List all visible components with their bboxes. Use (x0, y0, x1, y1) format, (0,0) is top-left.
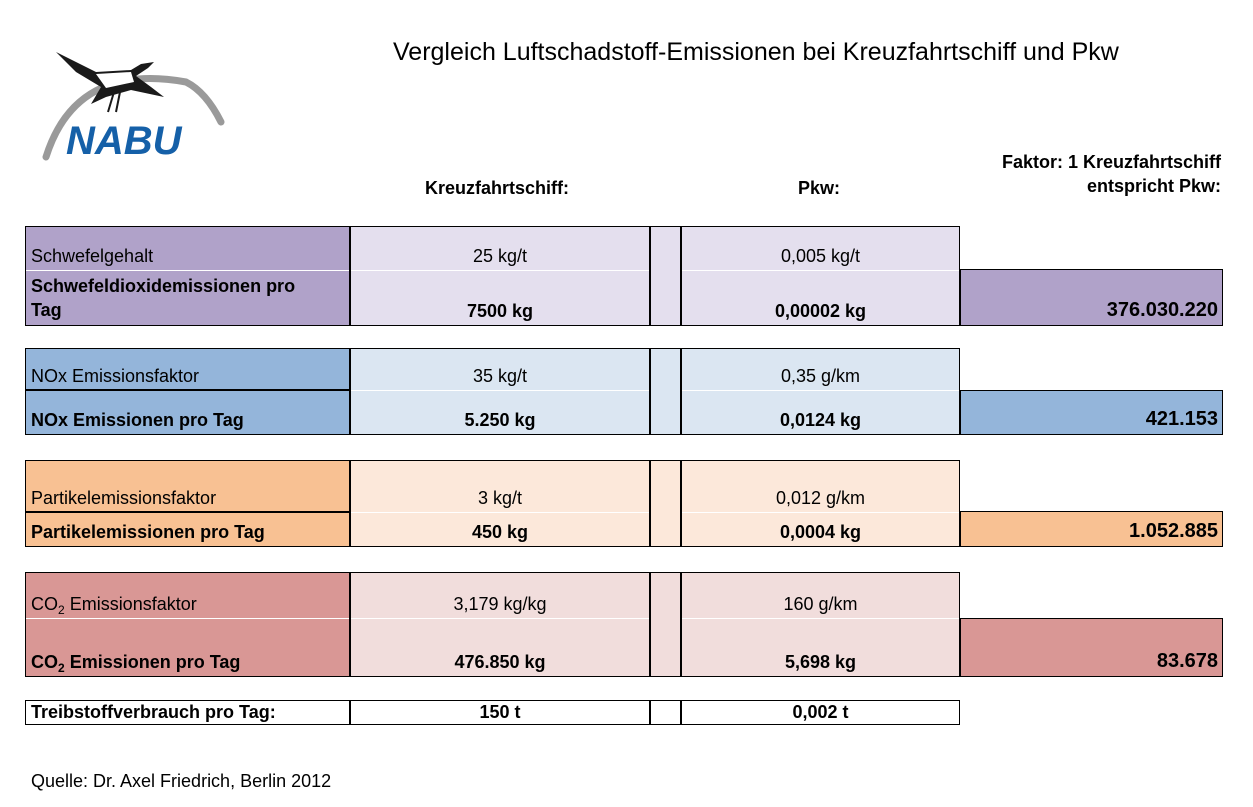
nox-factor-ship: 35 kg/t (351, 349, 649, 390)
co2-factor-label-sub: 2 (58, 603, 65, 617)
co2-divider-1 (349, 572, 351, 677)
pm-emission-label: Partikelemissionen pro Tag (26, 513, 350, 546)
nabu-logo (36, 42, 236, 162)
pm-row-divider (25, 511, 350, 513)
co2-divider-2 (649, 572, 651, 677)
factor-header-line2: entspricht Pkw: (1086, 176, 1221, 196)
nox-divider-2 (649, 348, 651, 435)
fuel-car: 0,002 t (792, 702, 849, 722)
factor-header-line1: Faktor: 1 Kreuzfahrtschiff (1001, 152, 1221, 172)
sulfur-emission-label (26, 271, 350, 325)
car-column-header: Pkw: (798, 178, 841, 198)
fuel-ship: 150 t (479, 702, 521, 722)
co2-emission-car: 5,698 kg (682, 619, 959, 676)
co2-gap-cell (650, 573, 681, 676)
pm-gap-cell (650, 461, 681, 546)
pm-divider-1 (349, 460, 351, 547)
sulfur-emission-label-line1: Schwefeldioxidemissionen pro (31, 276, 296, 296)
co2-factor-label-pre: CO (31, 594, 58, 614)
co2-emission-label-sub: 2 (58, 661, 65, 675)
fuel-divider-2 (649, 700, 651, 725)
sulfur-content-label: Schwefelgehalt (26, 227, 350, 270)
sulfur-gap-cell (650, 227, 681, 325)
sulfur-factor: 376.030.220 (960, 269, 1223, 326)
sulfur-emission-label-line2: Tag (31, 300, 62, 320)
source-note: Quelle: Dr. Axel Friedrich, Berlin 2012 (31, 771, 332, 791)
co2-emission-ship: 476.850 kg (351, 619, 649, 676)
pm-divider-2 (649, 460, 651, 547)
page-title: Vergleich Luftschadstoff-Emissionen bei Kreuzfahrtschiff und Pkw (393, 38, 1119, 66)
nox-gap-cell (650, 349, 681, 434)
co2-factor-label-post: Emissionsfaktor (64, 594, 197, 614)
pm-divider-3 (680, 460, 682, 547)
pm-emission-car: 0,0004 kg (682, 513, 959, 546)
nox-factor-label: NOx Emissionsfaktor (26, 349, 350, 390)
fuel-divider-1 (349, 700, 351, 725)
sulfur-divider-2 (649, 226, 651, 326)
sulfur-emission-ship: 7500 kg (351, 271, 649, 325)
nox-divider-3 (680, 348, 682, 435)
co2-factor-ship: 3,179 kg/kg (351, 573, 649, 618)
fuel-divider-3 (680, 700, 682, 725)
nox-emission-car: 0,0124 kg (682, 391, 959, 434)
sulfur-emission-car: 0,00002 kg (682, 271, 959, 325)
pm-factor: 1.052.885 (960, 511, 1223, 547)
co2-emission-label (26, 619, 350, 676)
fuel-label: Treibstoffverbrauch pro Tag: (31, 702, 276, 722)
nox-emission-ship: 5.250 kg (351, 391, 649, 434)
sulfur-divider-1 (349, 226, 351, 326)
nox-emission-label: NOx Emissionen pro Tag (26, 391, 350, 434)
pm-emission-ship: 450 kg (351, 513, 649, 546)
ship-column-header: Kreuzfahrtschiff: (425, 178, 570, 198)
logo-text: NABU (66, 119, 182, 162)
sulfur-content-ship: 25 kg/t (351, 227, 649, 270)
co2-emission-label-pre: CO (31, 652, 58, 672)
nox-divider-1 (349, 348, 351, 435)
pm-factor-car: 0,012 g/km (682, 461, 959, 512)
co2-divider-3 (680, 572, 682, 677)
sulfur-divider-3 (680, 226, 682, 326)
nox-row-divider (25, 389, 350, 391)
nox-factor-car: 0,35 g/km (682, 349, 959, 390)
co2-emission-label-post: Emissionen pro Tag (64, 652, 241, 672)
pm-factor-label: Partikelemissionsfaktor (26, 461, 350, 512)
pm-factor-ship: 3 kg/t (351, 461, 649, 512)
factor-column-header (1002, 150, 1221, 198)
co2-factor-label (26, 573, 350, 618)
co2-factor: 83.678 (960, 618, 1223, 677)
sulfur-content-car: 0,005 kg/t (682, 227, 959, 270)
nox-factor: 421.153 (960, 390, 1223, 435)
co2-factor-car: 160 g/km (682, 573, 959, 618)
